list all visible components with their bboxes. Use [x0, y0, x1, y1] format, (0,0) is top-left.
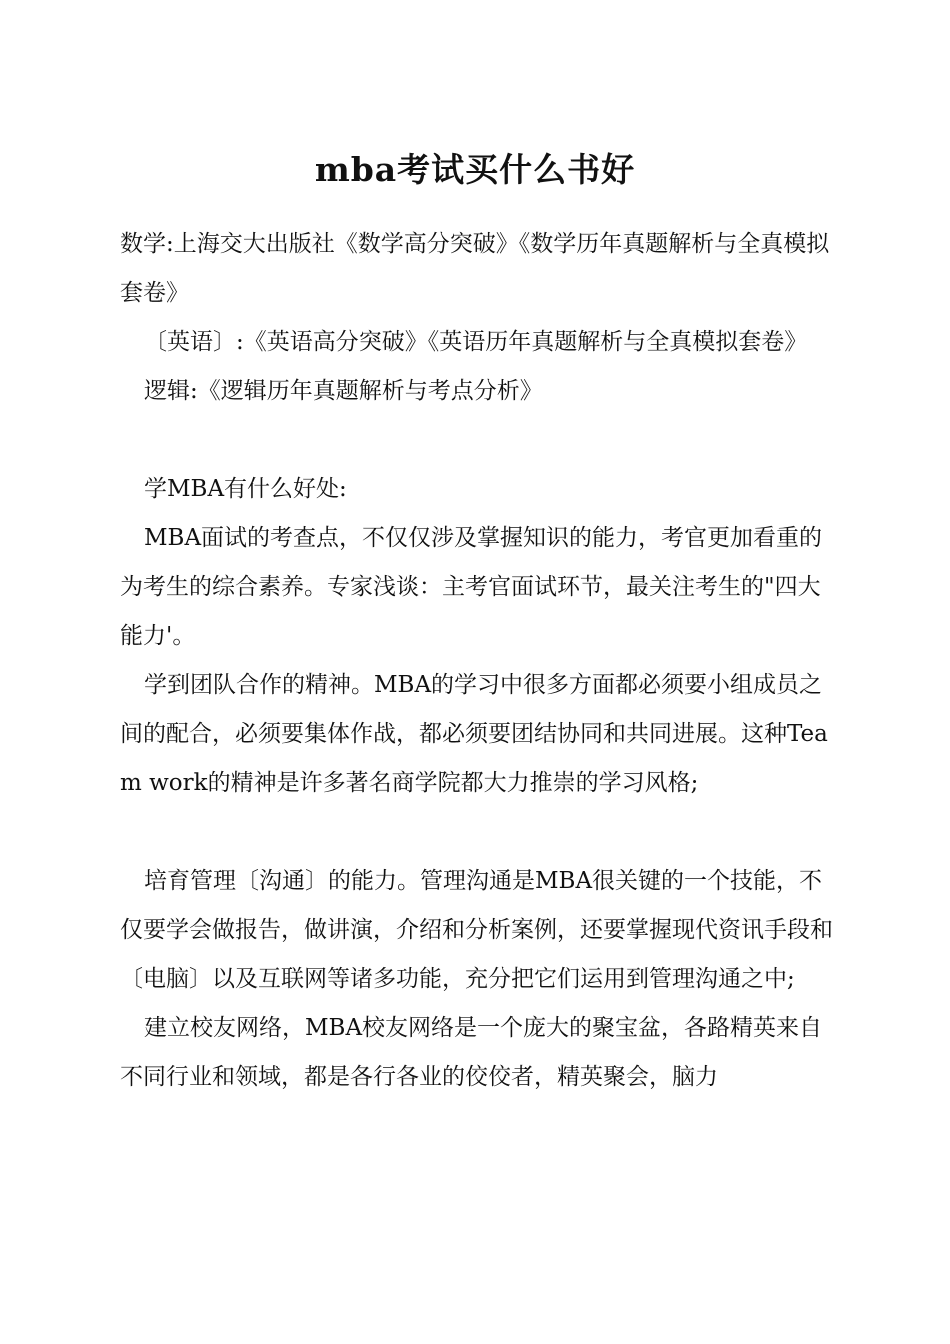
- paragraph-spacer: [120, 416, 840, 465]
- paragraph-alumni-network: 建立校友网络，MBA校友网络是一个庞大的聚宝盆，各路精英来自不同行业和领域，都是各行各业的佼佼者，精英聚会，脑力: [120, 1015, 823, 1090]
- paragraph-mba-benefits-heading: 学MBA有什么好处:: [144, 476, 347, 502]
- paragraph-spacer: [120, 808, 840, 857]
- paragraph-communication: 培育管理〔沟通〕的能力。管理沟通是MBA很关键的一个技能，不仅要学会做报告，做讲演，介绍和分析案例，还要掌握现代资讯手段和〔电脑〕以及互联网等诸多功能，充分把它们运用到管理沟通之中;: [120, 868, 833, 992]
- paragraph-books-math: 数学:上海交大出版社《数学高分突破》《数学历年真题解析与全真模拟套卷》: [120, 231, 830, 306]
- paragraph-books-english: 〔英语〕:《英语高分突破》《英语历年真题解析与全真模拟套卷》: [144, 329, 808, 355]
- document-body: [120, 220, 840, 1102]
- paragraph-interview-focus: MBA面试的考查点，不仅仅涉及掌握知识的能力，考官更加看重的为考生的综合素养。专家浅谈：主考官面试环节，最关注考生的"四大能力'。: [120, 525, 823, 649]
- paragraph-teamwork: 学到团队合作的精神。MBA的学习中很多方面都必须要小组成员之间的配合，必须要集体作战，都必须要团结协同和共同进展。这种Team work的精神是许多著名商学院都大力推崇的学习风格;: [120, 672, 828, 796]
- document-title: mba考试买什么书好: [314, 150, 636, 189]
- paragraph-books-logic: 逻辑:《逻辑历年真题解析与考点分析》: [144, 378, 543, 404]
